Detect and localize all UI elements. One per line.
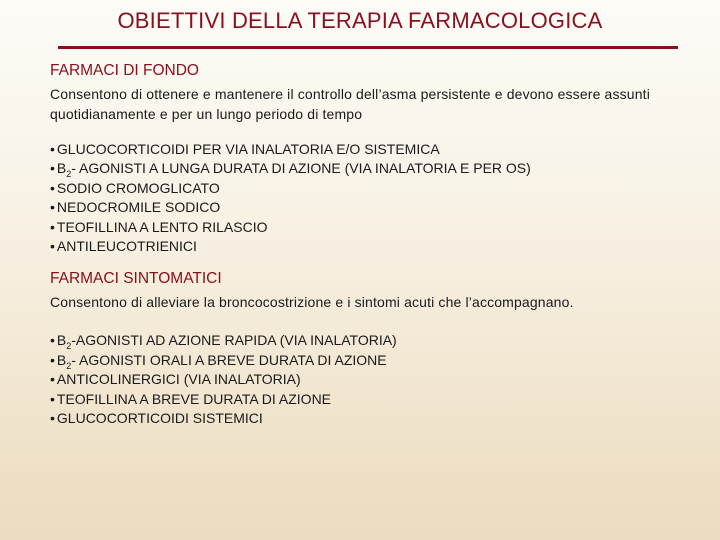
subscript: 2 (66, 169, 72, 180)
subscript: 2 (66, 341, 72, 352)
list-item (50, 390, 700, 409)
list-item-text: TEOFILLINA A LENTO RILASCIO (56, 218, 268, 235)
list-item-text: ANTILEUCOTRIENICI (56, 238, 197, 255)
list-item (50, 409, 700, 428)
section-heading-fondo: FARMACI DI FONDO (50, 62, 199, 79)
bullet-icon: • (50, 238, 55, 255)
bullet-icon: • (50, 141, 55, 157)
list-item (50, 140, 700, 159)
bullet-icon: • (50, 351, 55, 368)
list-item (50, 179, 700, 198)
bullet-icon: • (50, 160, 55, 177)
list-item-text: NEDOCROMILE SODICO (56, 199, 221, 216)
bullet-icon: • (50, 218, 55, 235)
drug-list-sintomatici (50, 331, 700, 428)
section-description-fondo: Consentono di ottenere e mantenere il controllo dell’asma persistente e devono essere assunti quotidianamente e per un lungo periodo di tempo (50, 86, 650, 122)
list-item-text: B (56, 351, 67, 368)
bullet-icon: • (50, 332, 55, 349)
list-item-text: ANTICOLINERGICI (VIA INALATORIA) (56, 371, 301, 388)
bullet-icon: • (50, 179, 55, 196)
bullet-icon: • (50, 371, 55, 388)
list-item-text-suffix: - AGONISTI A LUNGA DURATA DI AZIONE (VIA INALATORIA E PER OS) (71, 160, 531, 177)
bullet-icon: • (50, 410, 55, 427)
title-divider (58, 46, 678, 49)
list-item-text: B (56, 160, 67, 177)
drug-list-fondo (50, 140, 700, 256)
list-item (50, 218, 700, 237)
list-item-text: B (56, 332, 67, 349)
section-heading-sintomatici: FARMACI SINTOMATICI (50, 270, 222, 288)
list-item-text-suffix: - AGONISTI ORALI A BREVE DURATA DI AZIONE (71, 351, 387, 368)
list-item (50, 237, 700, 256)
list-item (50, 159, 700, 178)
list-item-text: TEOFILLINA A BREVE DURATA DI AZIONE (56, 390, 332, 407)
subscript: 2 (66, 360, 72, 371)
list-item (50, 351, 700, 370)
list-item-text: GLUCOCORTICOIDI SISTEMICI (56, 410, 263, 427)
list-item-text: SODIO CROMOGLICATO (56, 179, 220, 196)
section-description-sintomatici: Consentono di alleviare la broncocostrizione e i sintomi acuti che l’accompagnano. (50, 294, 574, 311)
slide-title: OBIETTIVI DELLA TERAPIA FARMACOLOGICA (117, 8, 603, 33)
bullet-icon: • (50, 390, 55, 407)
list-item-text-suffix: -AGONISTI AD AZIONE RAPIDA (VIA INALATORIA) (71, 332, 397, 349)
list-item (50, 370, 700, 389)
slide-content (50, 62, 700, 428)
list-item-text: GLUCOCORTICOIDI PER VIA INALATORIA E/O SISTEMICA (56, 141, 440, 157)
list-item (50, 331, 700, 350)
list-item (50, 198, 700, 217)
bullet-icon: • (50, 199, 55, 216)
